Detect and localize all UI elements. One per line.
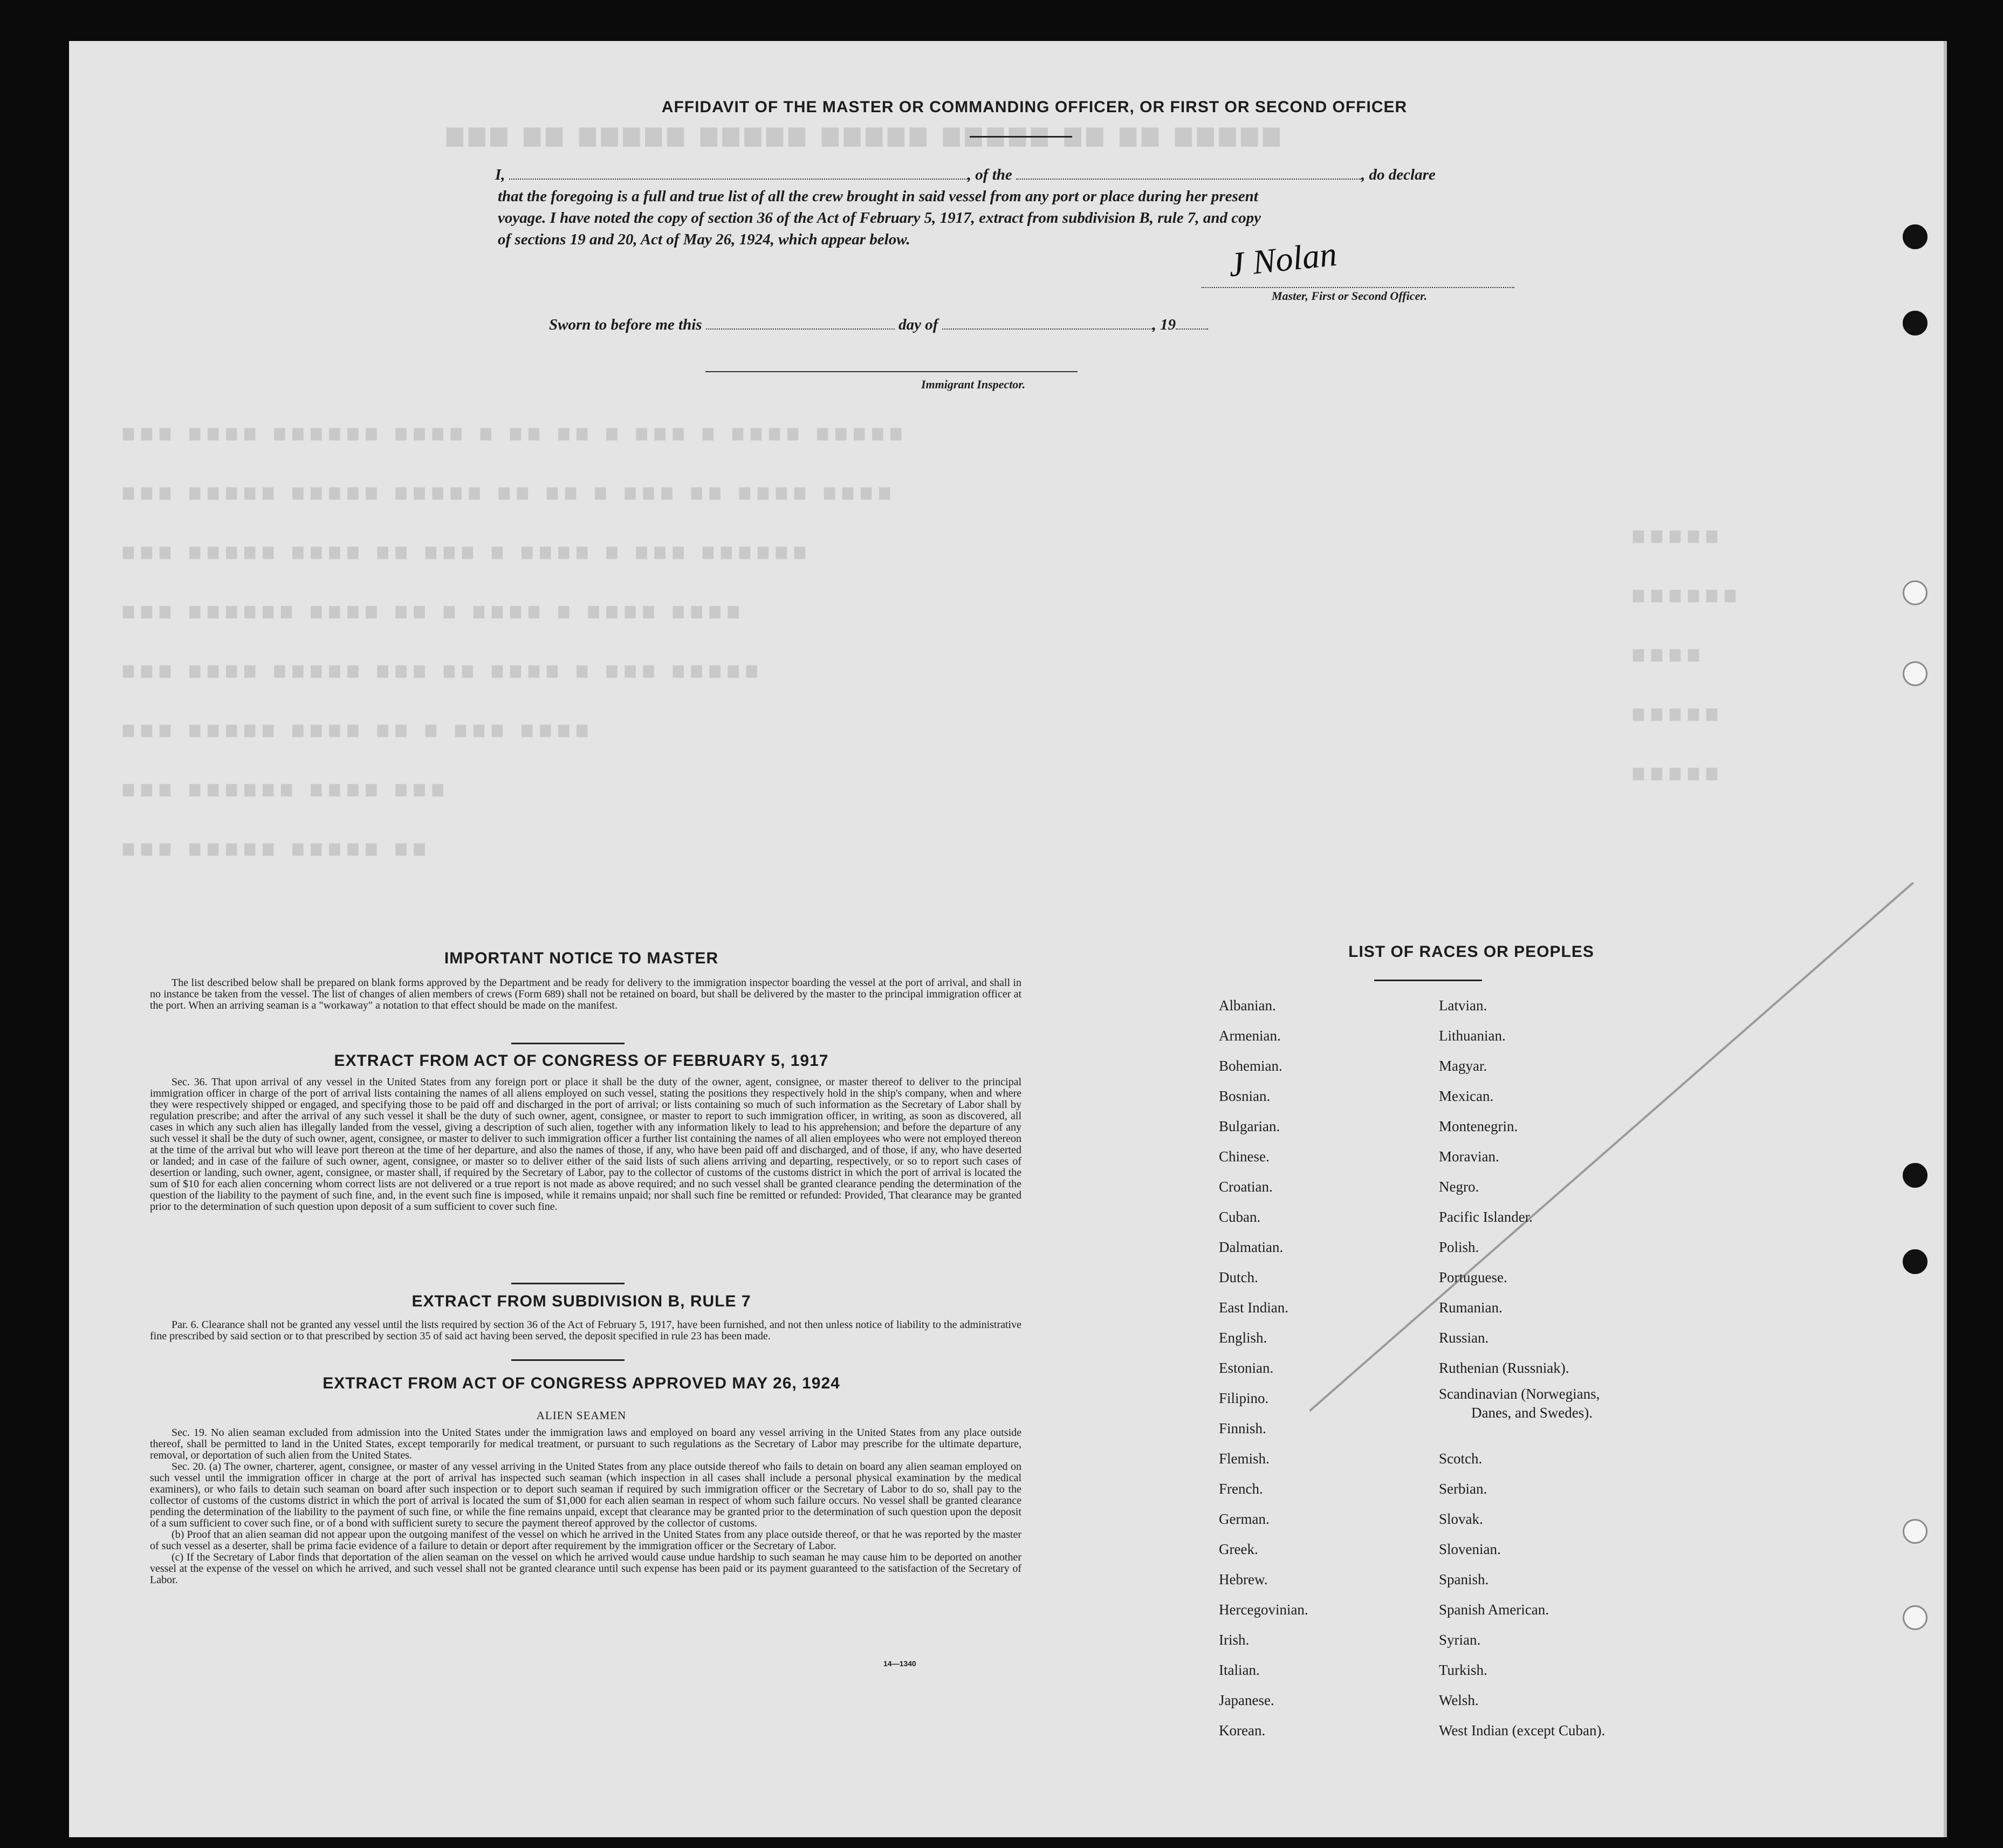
punch-hole xyxy=(1903,1249,1927,1274)
races-title-rule xyxy=(1374,980,1482,981)
sworn-year-blank[interactable] xyxy=(1176,328,1208,330)
extract-1924-body xyxy=(150,1427,1021,1586)
section-rule xyxy=(511,1043,625,1044)
race-item: Pacific Islander. xyxy=(1439,1209,1533,1225)
race-item: Spanish American. xyxy=(1439,1601,1549,1618)
affidavit-title-rule xyxy=(970,136,1072,138)
affidavit-of-the: , of the xyxy=(967,166,1012,183)
race-item: Bosnian. xyxy=(1219,1088,1271,1104)
race-item: Turkish. xyxy=(1439,1662,1487,1678)
affidavit-title: AFFIDAVIT OF THE MASTER OR COMMANDING OFFICER, OR FIRST OR SECOND OFFICER xyxy=(661,98,1408,116)
race-item: West Indian (except Cuban). xyxy=(1439,1722,1606,1739)
sec-20a-paragraph: Sec. 20. (a) The owner, charterer, agent, consignee, or master of any vessel arriving in the United States from any place outside thereof who fails to detain on board any alien seaman employed on such vessel until the immigration officer in charge at the port of arrival has inspected such seaman (which inspection in all cases shall include a personal physical examination by the medical examiners), or who fails to detain such seaman on board after such inspection or to deport such seaman if required by such immigration officer or the Secretary of Labor to do so, shall pay to the collector of customs of the customs district in which the port of arrival is located the sum of $1,000 for each alien seaman in respect of whom such failure occurs. No vessel shall be granted clearance pending the determination of the liability to the payment of such fine, or while the fine remains unpaid, except that clearance may be granted prior to the determination of such question upon the deposit of a sum sufficient to cover such fine, or of a bond with sufficient surety to secure the payment thereof approved by the collector of customs. xyxy=(150,1461,1021,1529)
race-item: Mexican. xyxy=(1439,1088,1494,1104)
affidavit-line-1 xyxy=(495,166,1436,184)
race-item: Armenian. xyxy=(1219,1028,1281,1044)
race-item: Ruthenian (Russniak). xyxy=(1439,1360,1569,1376)
punch-hole xyxy=(1903,1605,1927,1630)
bleed-through-text: ▆▆▆▆▆ xyxy=(1633,526,1725,543)
bleed-through-text: ▆▆▆▆ xyxy=(1633,645,1706,661)
bleed-through-text: ▆▆▆ ▆▆▆▆▆▆ ▆▆▆▆ ▆▆ ▆ ▆▆▆▆ ▆ ▆▆▆▆ ▆▆▆▆ xyxy=(123,602,746,618)
race-item: English. xyxy=(1219,1330,1267,1346)
race-item: Italian. xyxy=(1219,1662,1260,1678)
bleed-through-text: ▆▆▆ ▆▆▆▆▆ ▆▆▆▆▆ ▆▆ xyxy=(123,839,433,855)
inspector-caption: Immigrant Inspector. xyxy=(921,378,1026,391)
punch-hole xyxy=(1903,1519,1927,1544)
affidavit-line-3: voyage. I have noted the copy of section 36 of the Act of February 5, 1917, extract from subdivision B, rule 7, and copy xyxy=(498,209,1261,227)
par-6-paragraph: Par. 6. Clearance shall not be granted any vessel until the lists required by section 36 of the Act of February 5, 1917, have been furnished, and not then unless notice of liability to the administrative fine prescribed by said section or to that prescribed by section 35 of said act having been served, the deposit specified in rule 23 has been made. xyxy=(150,1319,1021,1342)
sworn-before-label: Sworn to before me this xyxy=(549,316,702,333)
notice-paragraph: The list described below shall be prepared on blank forms approved by the Department and be ready for delivery to the immigration inspector boarding the vessel at the port of arrival, and shall in no instance be taken from the vessel. The list of changes of alien members of crews (Form 689) shall not be retained on board, but shall be delivered by the master to the principal immigration officer at the port. When an arriving seaman is a "workaway" a notation to that effect should be made on the manifest. xyxy=(150,977,1021,1011)
race-item: Irish. xyxy=(1219,1632,1250,1648)
section-rule xyxy=(511,1283,625,1284)
races-column-2 xyxy=(1439,990,1698,1746)
race-item: Serbian. xyxy=(1439,1481,1487,1497)
extract-1917-body xyxy=(150,1077,1021,1213)
race-item: East Indian. xyxy=(1219,1299,1288,1316)
race-item: French. xyxy=(1219,1481,1263,1497)
race-item: Hercegovinian. xyxy=(1219,1601,1308,1618)
form-number: 14—1340 xyxy=(883,1659,916,1668)
signature-caption: Master, First or Second Officer. xyxy=(1272,289,1428,303)
sworn-line xyxy=(549,316,1208,334)
day-of-label: day of xyxy=(898,316,938,333)
section-rule xyxy=(511,1359,625,1361)
race-item: Dalmatian. xyxy=(1219,1239,1284,1255)
punch-hole xyxy=(1903,311,1927,336)
sec-20c-paragraph: (c) If the Secretary of Labor finds that deportation of the alien seaman on the vessel on which he arrived would cause undue hardship to such seaman he may cause him to be deported on another vessel at the expense of the vessel on which he arrived, and such vessel shall not be granted clearance until such expense has been paid or its payment guaranteed to the satisfaction of the Secretary of Labor. xyxy=(150,1551,1021,1586)
race-item: Slovenian. xyxy=(1439,1541,1501,1557)
sec-19-paragraph: Sec. 19. No alien seaman excluded from admission into the United States under the immigration laws and employed on board any vessel arriving in the United States from any place outside thereof, shall be permitted to land in the United States, except temporarily for medical treatment, or pursuant to such regulations as the Secretary of Labor may prescribe for the ultimate departure, removal, or deportation of such alien from the United States. xyxy=(150,1427,1021,1461)
race-item: Flemish. xyxy=(1219,1450,1270,1467)
bleed-through-text: ▆▆▆ ▆▆▆▆▆ ▆▆▆▆ ▆▆ ▆▆▆ ▆ ▆▆▆▆ ▆ ▆▆▆ ▆▆▆▆▆▆ xyxy=(123,543,813,559)
race-item: Danes, and Swedes). xyxy=(1471,1405,1593,1421)
race-item: Syrian. xyxy=(1439,1632,1481,1648)
notice-body xyxy=(150,977,1021,1011)
bleed-through-text: ▆▆▆ ▆▆▆▆ ▆▆▆▆▆ ▆▆▆ ▆▆ ▆▆▆▆ ▆ ▆▆▆ ▆▆▆▆▆ xyxy=(123,661,765,677)
race-item: Cuban. xyxy=(1219,1209,1261,1225)
race-item: Hebrew. xyxy=(1219,1571,1268,1587)
race-item: Latvian. xyxy=(1439,997,1487,1014)
race-item: Finnish. xyxy=(1219,1420,1266,1436)
race-item: Polish. xyxy=(1439,1239,1479,1255)
year-label: , 19 xyxy=(1152,316,1176,333)
bleed-through-text: ▆▆▆▆▆ xyxy=(1633,764,1725,780)
master-signature: J Nolan xyxy=(1226,234,1339,284)
punch-hole xyxy=(1903,661,1927,686)
race-item: Japanese. xyxy=(1219,1692,1274,1708)
race-item: Magyar. xyxy=(1439,1058,1487,1074)
race-item: Moravian. xyxy=(1439,1148,1499,1165)
bleed-through-text: ▆▆▆ ▆▆▆▆▆▆ ▆▆▆▆ ▆▆▆ xyxy=(123,780,451,796)
race-item: Bohemian. xyxy=(1219,1058,1282,1074)
vessel-name-blank[interactable] xyxy=(1016,179,1361,180)
affidavit-line-4: of sections 19 and 20, Act of May 26, 1924, which appear below. xyxy=(498,231,910,248)
extract-1924-title: EXTRACT FROM ACT OF CONGRESS APPROVED MAY 26, 1924 xyxy=(323,1374,840,1392)
affidavit-line-2: that the foregoing is a full and true list of all the crew brought in said vessel from any port or place during her present xyxy=(498,188,1258,205)
signature-line xyxy=(1202,287,1514,288)
sworn-day-blank[interactable] xyxy=(706,328,895,330)
race-item: Slovak. xyxy=(1439,1511,1483,1527)
bleed-through-text: ▆▆▆▆▆ xyxy=(1633,704,1725,721)
bleed-through-text: ▆▆▆▆▆▆ xyxy=(1633,586,1743,602)
race-item: Montenegrin. xyxy=(1439,1118,1518,1134)
race-item: Greek. xyxy=(1219,1541,1258,1557)
bleed-through-text: ▆▆▆ ▆▆▆▆▆ ▆▆▆▆ ▆▆ ▆ ▆▆▆ ▆▆▆▆ xyxy=(123,721,595,737)
sworn-month-blank[interactable] xyxy=(942,328,1153,330)
race-item: Lithuanian. xyxy=(1439,1028,1506,1044)
race-item: Chinese. xyxy=(1219,1148,1270,1165)
race-item: Spanish. xyxy=(1439,1571,1489,1587)
affidavit-i: I, xyxy=(495,166,505,183)
race-item: Russian. xyxy=(1439,1330,1489,1346)
affidavit-declare: , do declare xyxy=(1361,166,1436,183)
race-item: Dutch. xyxy=(1219,1269,1258,1285)
document-sheet xyxy=(69,41,1947,1837)
race-item: Estonian. xyxy=(1219,1360,1274,1376)
sec-20b-paragraph: (b) Proof that an alien seaman did not appear upon the outgoing manifest of the vessel on which he arrived in the United States from any place outside thereof, or that he was reported by the master of such vessel as a deserter, shall be prima facie evidence of a failure to detain or deport after requirement by the immigration officer or the Secretary of Labor. xyxy=(150,1529,1021,1552)
bleed-through-text: ▆▆▆ ▆▆ ▆▆▆▆▆ ▆▆▆▆▆ ▆▆▆▆▆ ▆▆▆▆▆ ▆▆ ▆▆ ▆▆▆▆▆ xyxy=(447,122,1285,146)
race-item: German. xyxy=(1219,1511,1270,1527)
race-item: Bulgarian. xyxy=(1219,1118,1280,1134)
races-column-1 xyxy=(1219,990,1424,1746)
race-item: Filipino. xyxy=(1219,1390,1269,1406)
races-title: LIST OF RACES OR PEOPLES xyxy=(1348,943,1594,961)
alien-seamen-subtitle: ALIEN SEAMEN xyxy=(536,1409,627,1422)
rule7-title: EXTRACT FROM SUBDIVISION B, RULE 7 xyxy=(411,1292,751,1310)
race-item: Korean. xyxy=(1219,1722,1266,1739)
race-item: Rumanian. xyxy=(1439,1299,1503,1316)
race-item: Croatian. xyxy=(1219,1179,1273,1195)
race-item: Negro. xyxy=(1439,1179,1479,1195)
master-name-blank[interactable] xyxy=(509,179,968,180)
punch-hole xyxy=(1903,1163,1927,1188)
punch-hole xyxy=(1903,224,1927,249)
race-item: Scandinavian (Norwegians, xyxy=(1439,1386,1600,1402)
notice-title: IMPORTANT NOTICE TO MASTER xyxy=(444,949,719,967)
extract-1917-title: EXTRACT FROM ACT OF CONGRESS OF FEBRUARY 5, 1917 xyxy=(334,1052,829,1070)
bleed-through-text: ▆▆▆ ▆▆▆▆ ▆▆▆▆▆▆ ▆▆▆▆ ▆ ▆▆ ▆▆ ▆ ▆▆▆ ▆ ▆▆▆▆ ▆▆▆▆▆ xyxy=(123,424,909,440)
race-item: Welsh. xyxy=(1439,1692,1479,1708)
race-item: Scotch. xyxy=(1439,1450,1483,1467)
rule7-body xyxy=(150,1319,1021,1342)
punch-hole xyxy=(1903,580,1927,605)
sec-36-paragraph: Sec. 36. That upon arrival of any vessel in the United States from any foreign port or place it shall be the duty of the owner, agent, consignee, or master thereof to deliver to the principal immigration officer in charge of the port of arrival lists containing the names of all aliens employed on such vessel, stating the positions they respectively hold in the ship's company, when and where they were respectively shipped or engaged, and specifying those to be paid off and discharged in the port of arrival; or lists containing so much of such information as the Secretary of Labor shall by regulation prescribe; and after the arrival of any such vessel it shall be the duty of such owner, agent, consignee, or master to report to such immigration officer, in writing, as soon as discovered, all cases in which any such alien has illegally landed from the vessel, giving a description of such alien, together with any information likely to lead to his apprehension; and before the departure of any such vessel it shall be the duty of such owner, agent, consignee, or master to deliver to such immigration officer a further list containing the names of all alien employees who were not employed thereon at the time of the arrival but who will leave port thereon at the time of her departure, and also the names of those, if any, who have been paid off and discharged, and of those, if any, who have deserted or landed; and in case of the failure of such owner, agent, consignee, or master so to deliver either of the said lists of such aliens arriving and departing, respectively, or so to report such cases of desertion or landing, such owner, agent, consignee, or master shall, if required by the Secretary of Labor, pay to the collector of customs of the customs district in which the port of arrival is located the sum of $10 for each alien concerning whom correct lists are not delivered or a true report is not made as above required; and no such vessel shall be granted clearance pending the determination of the question of the liability to the payment of such fine, and, in the event such fine is imposed, while it remains unpaid; nor shall such fine be remitted or refunded: Provided, That clearance may be granted prior to the determination of such question upon deposit of a sum sufficient to cover such fine. xyxy=(150,1076,1021,1213)
bleed-through-text: ▆▆▆ ▆▆▆▆▆ ▆▆▆▆▆ ▆▆▆▆▆ ▆▆ ▆▆ ▆ ▆▆▆ ▆▆ ▆▆▆▆ ▆▆▆▆ xyxy=(123,483,898,499)
race-item: Portuguese. xyxy=(1439,1269,1507,1285)
inspector-line xyxy=(705,371,1078,372)
race-item: Albanian. xyxy=(1219,997,1276,1014)
